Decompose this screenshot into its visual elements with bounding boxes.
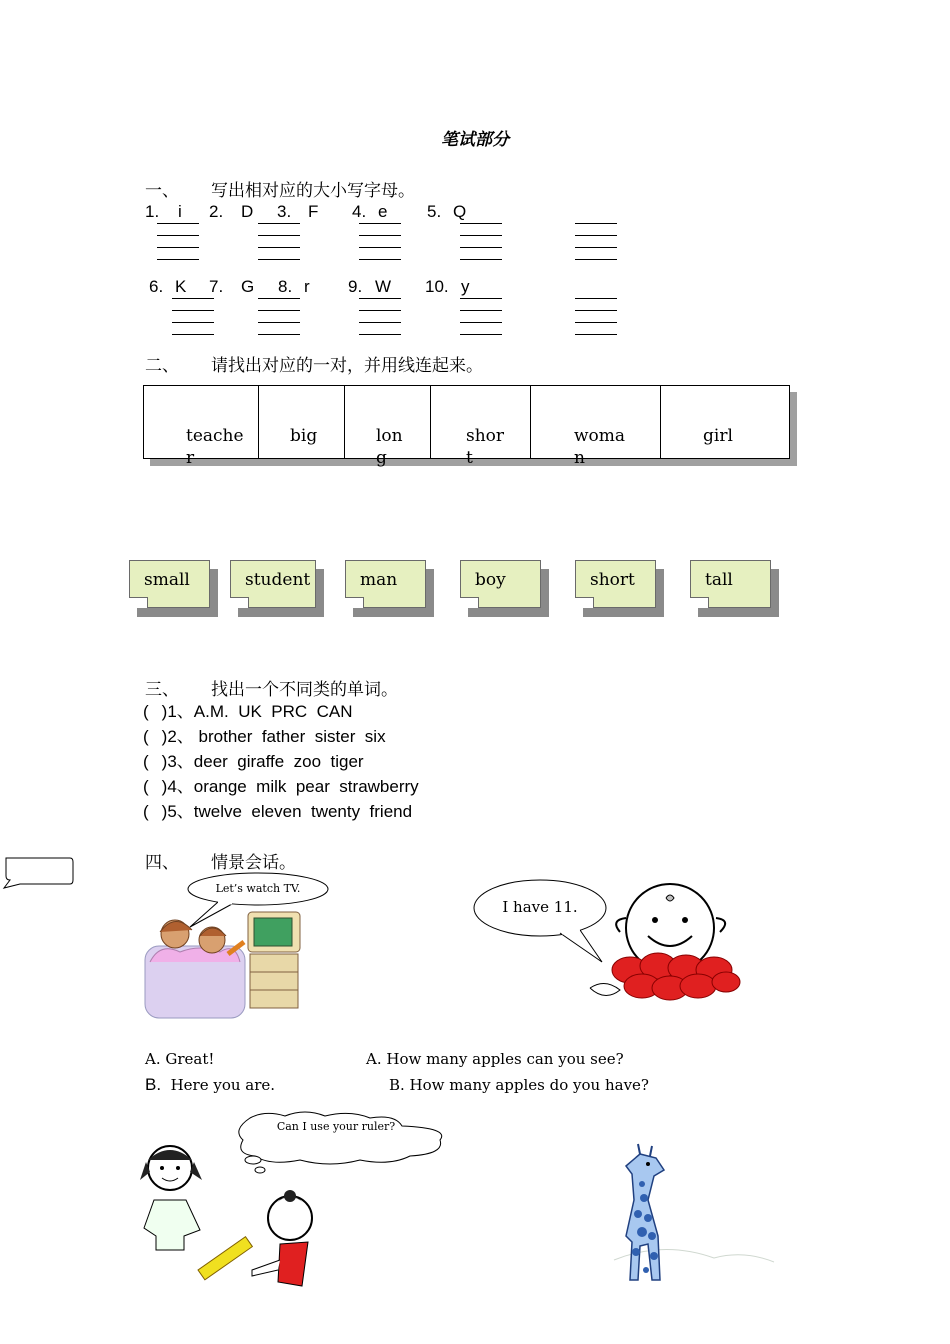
- item-number: 1.: [145, 202, 160, 221]
- item-letter: y: [461, 277, 470, 296]
- option-left-b: [145, 1075, 275, 1095]
- word-cell[interactable]: [661, 385, 790, 459]
- option-text: Here you are.: [161, 1076, 276, 1094]
- note-word: short: [590, 570, 635, 590]
- question-number: )3、: [161, 752, 194, 771]
- item-letter: F: [308, 202, 319, 221]
- note-card[interactable]: [690, 560, 771, 608]
- section-text: 情景会话。: [211, 853, 296, 873]
- word-cell[interactable]: [345, 385, 431, 468]
- option-right-b: B. How many apples do you have?: [389, 1076, 649, 1094]
- item-number: 5.: [427, 202, 442, 221]
- note-card[interactable]: [230, 560, 316, 608]
- item-letter: G: [241, 277, 255, 296]
- item-letter: Q: [453, 202, 467, 221]
- word-cell[interactable]: [431, 385, 531, 468]
- item-number: 6.: [149, 277, 164, 296]
- question-words: brother father sister six: [193, 727, 386, 746]
- answer-paren[interactable]: (: [143, 702, 149, 721]
- note-card[interactable]: [460, 560, 541, 608]
- section-text: 写出相对应的大小写字母。: [211, 181, 415, 201]
- question-row: [143, 774, 419, 799]
- question-words: orange milk pear strawberry: [193, 777, 419, 796]
- word-cell[interactable]: [531, 385, 661, 468]
- question-row: [143, 699, 419, 724]
- item-number: 2.: [209, 202, 224, 221]
- question-words: deer giraffe zoo tiger: [193, 752, 364, 771]
- section-text: 找出一个不同类的单词。: [211, 680, 398, 700]
- section-number: 一、: [145, 181, 179, 201]
- callout-shape-icon: [0, 856, 76, 890]
- question-number: )4、: [161, 777, 194, 796]
- note-card[interactable]: [345, 560, 426, 608]
- note-word: tall: [705, 570, 733, 590]
- item-number: 9.: [348, 277, 363, 296]
- item-number: 4.: [352, 202, 367, 221]
- item-number: 8.: [278, 277, 293, 296]
- answer-paren[interactable]: (: [143, 777, 149, 796]
- item-letter: r: [304, 277, 310, 296]
- item-number: 10.: [425, 277, 449, 296]
- question-row: [143, 724, 419, 749]
- question-words: twelve eleven twenty friend: [193, 802, 413, 821]
- section-2-heading: [145, 351, 483, 376]
- ruler-illustration: [140, 1110, 450, 1300]
- apples-bubble-text: I have 11.: [502, 898, 578, 916]
- option-right-a: A. How many apples can you see?: [366, 1050, 624, 1068]
- word-cell[interactable]: [259, 385, 345, 459]
- question-words: A.M. UK PRC CAN: [193, 702, 353, 721]
- section-3-heading: [145, 675, 398, 700]
- section-number: 二、: [145, 356, 179, 376]
- option-letter: B.: [145, 1075, 162, 1094]
- item-letter: W: [375, 277, 392, 296]
- odd-one-out-list: [143, 699, 419, 824]
- word-label: teache r: [186, 426, 244, 468]
- question-number: )1、: [161, 702, 194, 721]
- word-label: shor t: [466, 426, 505, 468]
- note-word: student: [245, 570, 311, 590]
- note-word: man: [360, 570, 398, 590]
- item-number: 7.: [209, 277, 224, 296]
- section-4-heading: [145, 848, 296, 873]
- word-label: big: [290, 426, 318, 446]
- question-row: [143, 749, 419, 774]
- question-number: )2、: [161, 727, 194, 746]
- tv-bubble-text: Let’s watch TV.: [215, 882, 301, 895]
- answer-paren[interactable]: (: [143, 727, 149, 746]
- page-title: 笔试部分: [441, 130, 509, 150]
- section-number: 三、: [145, 680, 179, 700]
- item-number: 3.: [277, 202, 292, 221]
- section-text: 请找出对应的一对，并用线连起来。: [211, 356, 483, 376]
- note-card[interactable]: [129, 560, 210, 608]
- word-label: woma n: [574, 426, 626, 468]
- ruler-bubble-text: Can I use your ruler?: [276, 1120, 396, 1133]
- note-word: boy: [475, 570, 506, 590]
- answer-paren[interactable]: (: [143, 752, 149, 771]
- note-word: small: [144, 570, 190, 590]
- question-number: )5、: [161, 802, 194, 821]
- option-left-a: A. Great!: [145, 1050, 215, 1068]
- item-letter: e: [378, 202, 388, 221]
- word-cell[interactable]: [143, 385, 259, 468]
- giraffe-illustration: [604, 1140, 779, 1290]
- item-letter: K: [175, 277, 187, 296]
- note-card[interactable]: [575, 560, 656, 608]
- item-letter: i: [178, 202, 182, 221]
- section-number: 四、: [145, 853, 179, 873]
- word-label: girl: [703, 426, 733, 446]
- question-row: [143, 799, 419, 824]
- section-1-heading: [145, 176, 415, 201]
- word-label: lon g: [376, 426, 403, 468]
- answer-paren[interactable]: (: [143, 802, 149, 821]
- item-letter: D: [241, 202, 254, 221]
